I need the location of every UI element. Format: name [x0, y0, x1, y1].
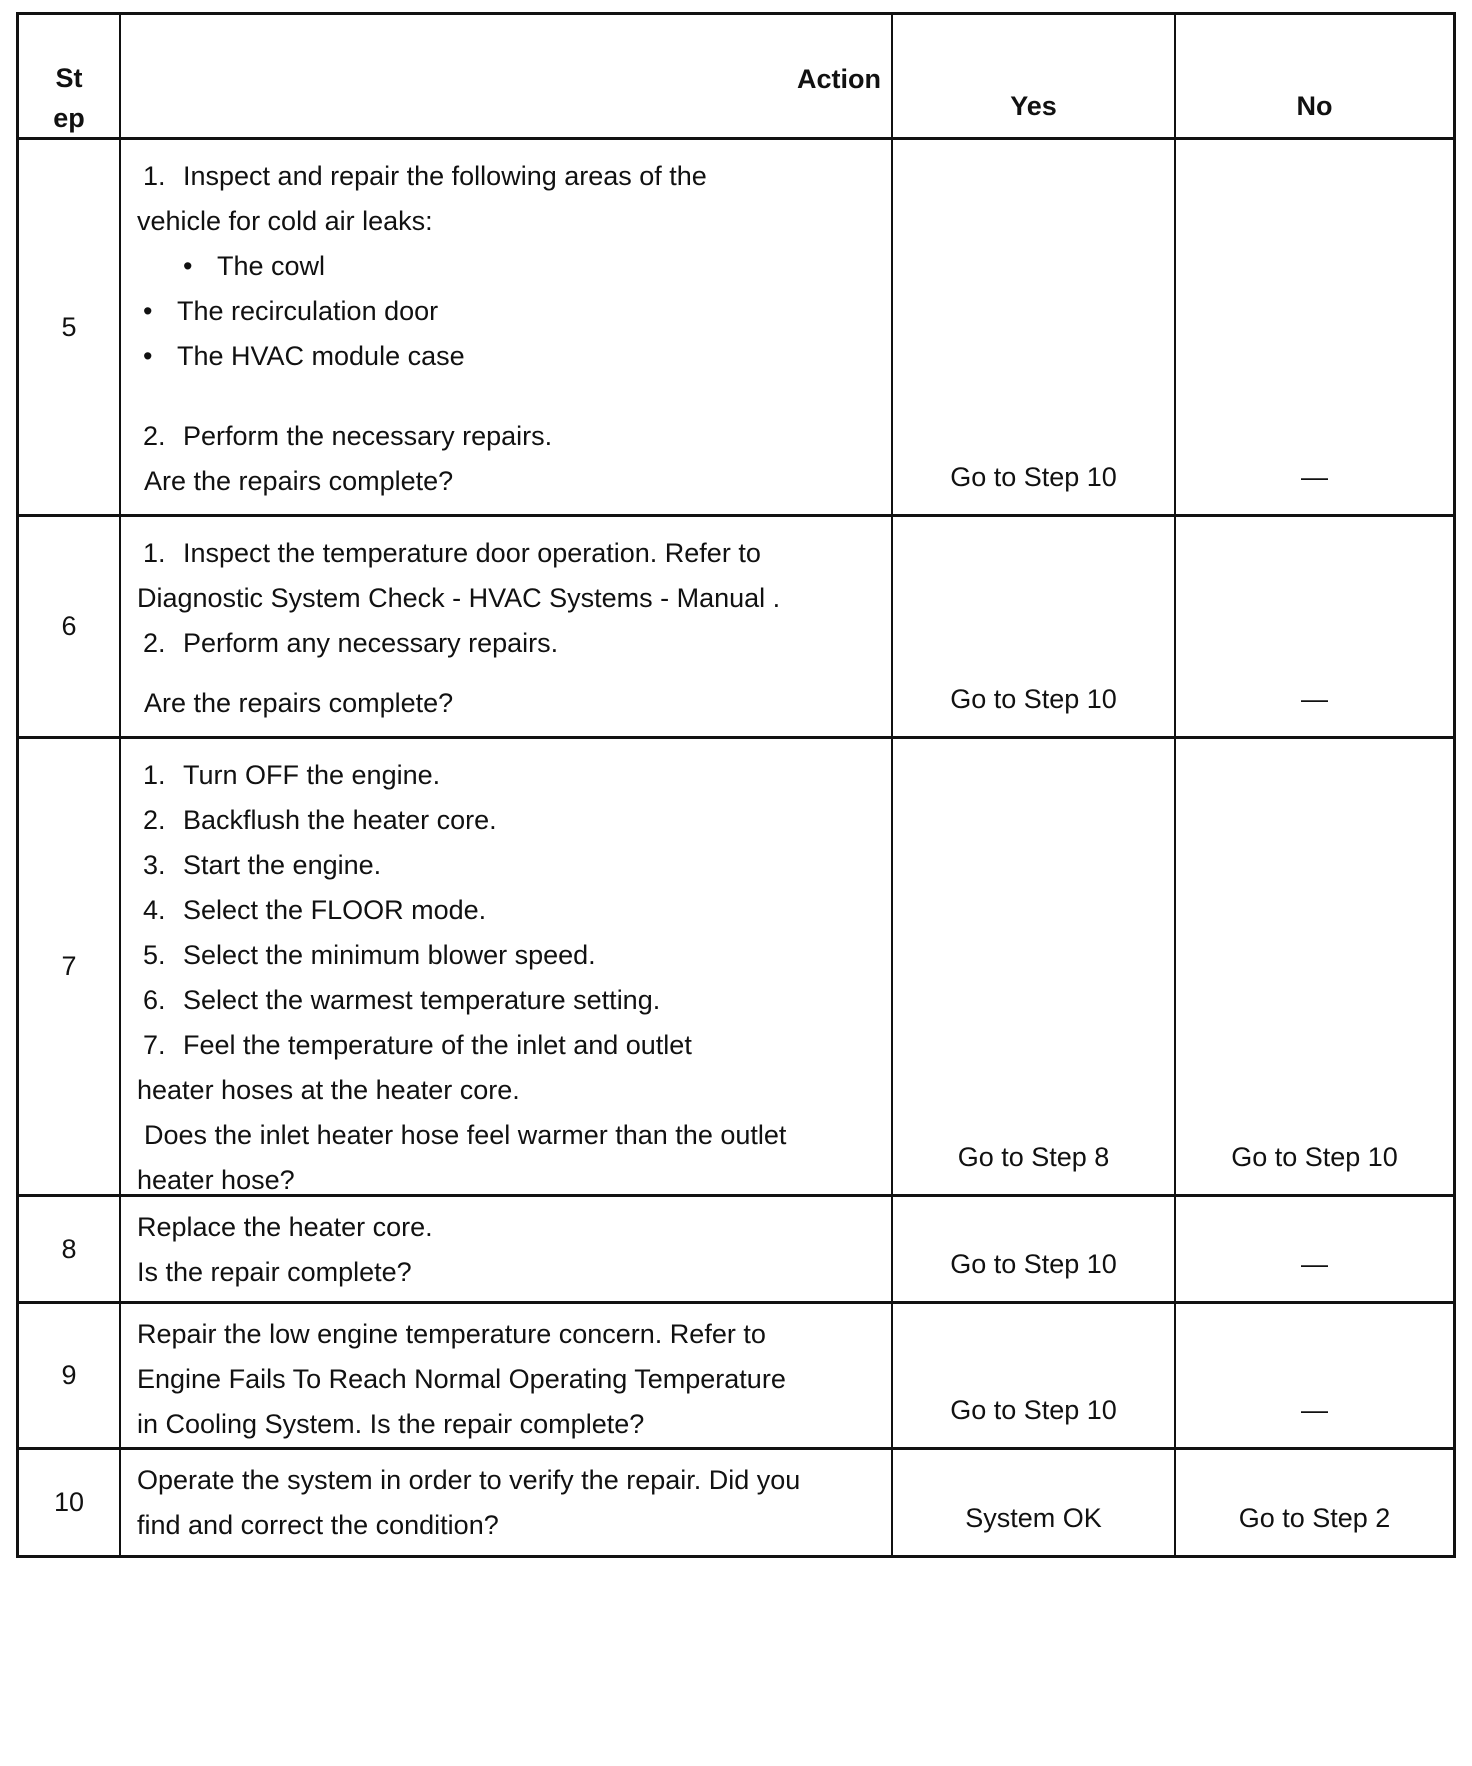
action-line: 4. Select the FLOOR mode.: [143, 895, 487, 925]
action-line: vehicle for cold air leaks:: [137, 206, 433, 236]
yes-result: Go to Step 8: [893, 739, 1176, 1194]
action-question: in Cooling System. Is the repair complete?: [137, 1409, 645, 1439]
no-result: Go to Step 10: [1231, 1142, 1398, 1172]
action-line: 1. Turn OFF the engine.: [143, 760, 441, 790]
yes-result: Go to Step 10: [893, 1304, 1176, 1447]
diagnostic-table: [16, 12, 1456, 1558]
header-action: Action: [121, 15, 893, 137]
action-question: Are the repairs complete?: [144, 466, 454, 496]
action-question: Is the repair complete?: [137, 1257, 412, 1287]
action-cell: [121, 1304, 893, 1447]
yes-result: Go to Step 10: [893, 140, 1176, 514]
header-step-part-a: St: [55, 63, 83, 93]
action-line: Operate the system in order to verify the repair. Did you: [137, 1465, 801, 1495]
header-no: No: [1296, 91, 1333, 121]
action-cell: [121, 1450, 893, 1555]
action-question: Does the inlet heater hose feel warmer than the outlet: [144, 1120, 787, 1150]
yes-result: System OK: [893, 1450, 1176, 1555]
action-line: heater hoses at the heater core.: [137, 1075, 520, 1105]
action-line: 7. Feel the temperature of the inlet and outlet: [143, 1030, 692, 1060]
table-row: [16, 736, 1456, 1194]
action-line: Diagnostic System Check - HVAC Systems - Manual .: [137, 583, 781, 613]
action-question: Are the repairs complete?: [144, 688, 454, 718]
action-line: 6. Select the warmest temperature setting.: [143, 985, 661, 1015]
header-yes: Yes: [893, 15, 1176, 137]
header-step: [19, 15, 121, 137]
action-line: 3. Start the engine.: [143, 850, 382, 880]
action-line: Engine Fails To Reach Normal Operating Temperature: [137, 1364, 786, 1394]
table-row: [16, 137, 1456, 514]
action-question: find and correct the condition?: [137, 1510, 499, 1540]
action-line: 2. Perform any necessary repairs.: [143, 628, 559, 658]
action-line: Replace the heater core.: [137, 1212, 433, 1242]
header-step-part-b: ep: [53, 103, 85, 133]
yes-result: Go to Step 10: [893, 517, 1176, 736]
action-cell: [121, 1197, 893, 1301]
no-result: —: [1301, 1249, 1328, 1279]
no-result: Go to Step 2: [1238, 1503, 1391, 1533]
yes-result: Go to Step 10: [893, 1197, 1176, 1301]
table-header-row: [16, 12, 1456, 137]
bullet-item: • The cowl: [183, 251, 326, 281]
step-number: 9: [19, 1304, 121, 1447]
step-number: 5: [19, 140, 121, 514]
table-row: [16, 1447, 1456, 1558]
step-number: 10: [19, 1450, 121, 1555]
action-cell: [121, 517, 893, 736]
no-result: —: [1301, 462, 1328, 492]
action-line: 1. Inspect and repair the following areas of the: [143, 161, 707, 191]
action-line: Repair the low engine temperature concern. Refer to: [137, 1319, 766, 1349]
table-row: [16, 514, 1456, 736]
action-line: 2. Perform the necessary repairs.: [143, 421, 553, 451]
action-cell: [121, 739, 893, 1194]
action-line: 5. Select the minimum blower speed.: [143, 940, 596, 970]
step-number: 6: [19, 517, 121, 736]
action-cell: [121, 140, 893, 514]
action-question: heater hose?: [137, 1165, 295, 1195]
step-number: 7: [19, 739, 121, 1194]
step-number: 8: [19, 1197, 121, 1301]
table-row: [16, 1301, 1456, 1447]
action-line: 1. Inspect the temperature door operation. Refer to: [143, 538, 761, 568]
no-result: —: [1301, 684, 1328, 714]
bullet-item: • The recirculation door: [143, 296, 439, 326]
bullet-item: • The HVAC module case: [143, 341, 465, 371]
action-line: 2. Backflush the heater core.: [143, 805, 497, 835]
table-row: [16, 1194, 1456, 1301]
no-result: —: [1301, 1395, 1328, 1425]
